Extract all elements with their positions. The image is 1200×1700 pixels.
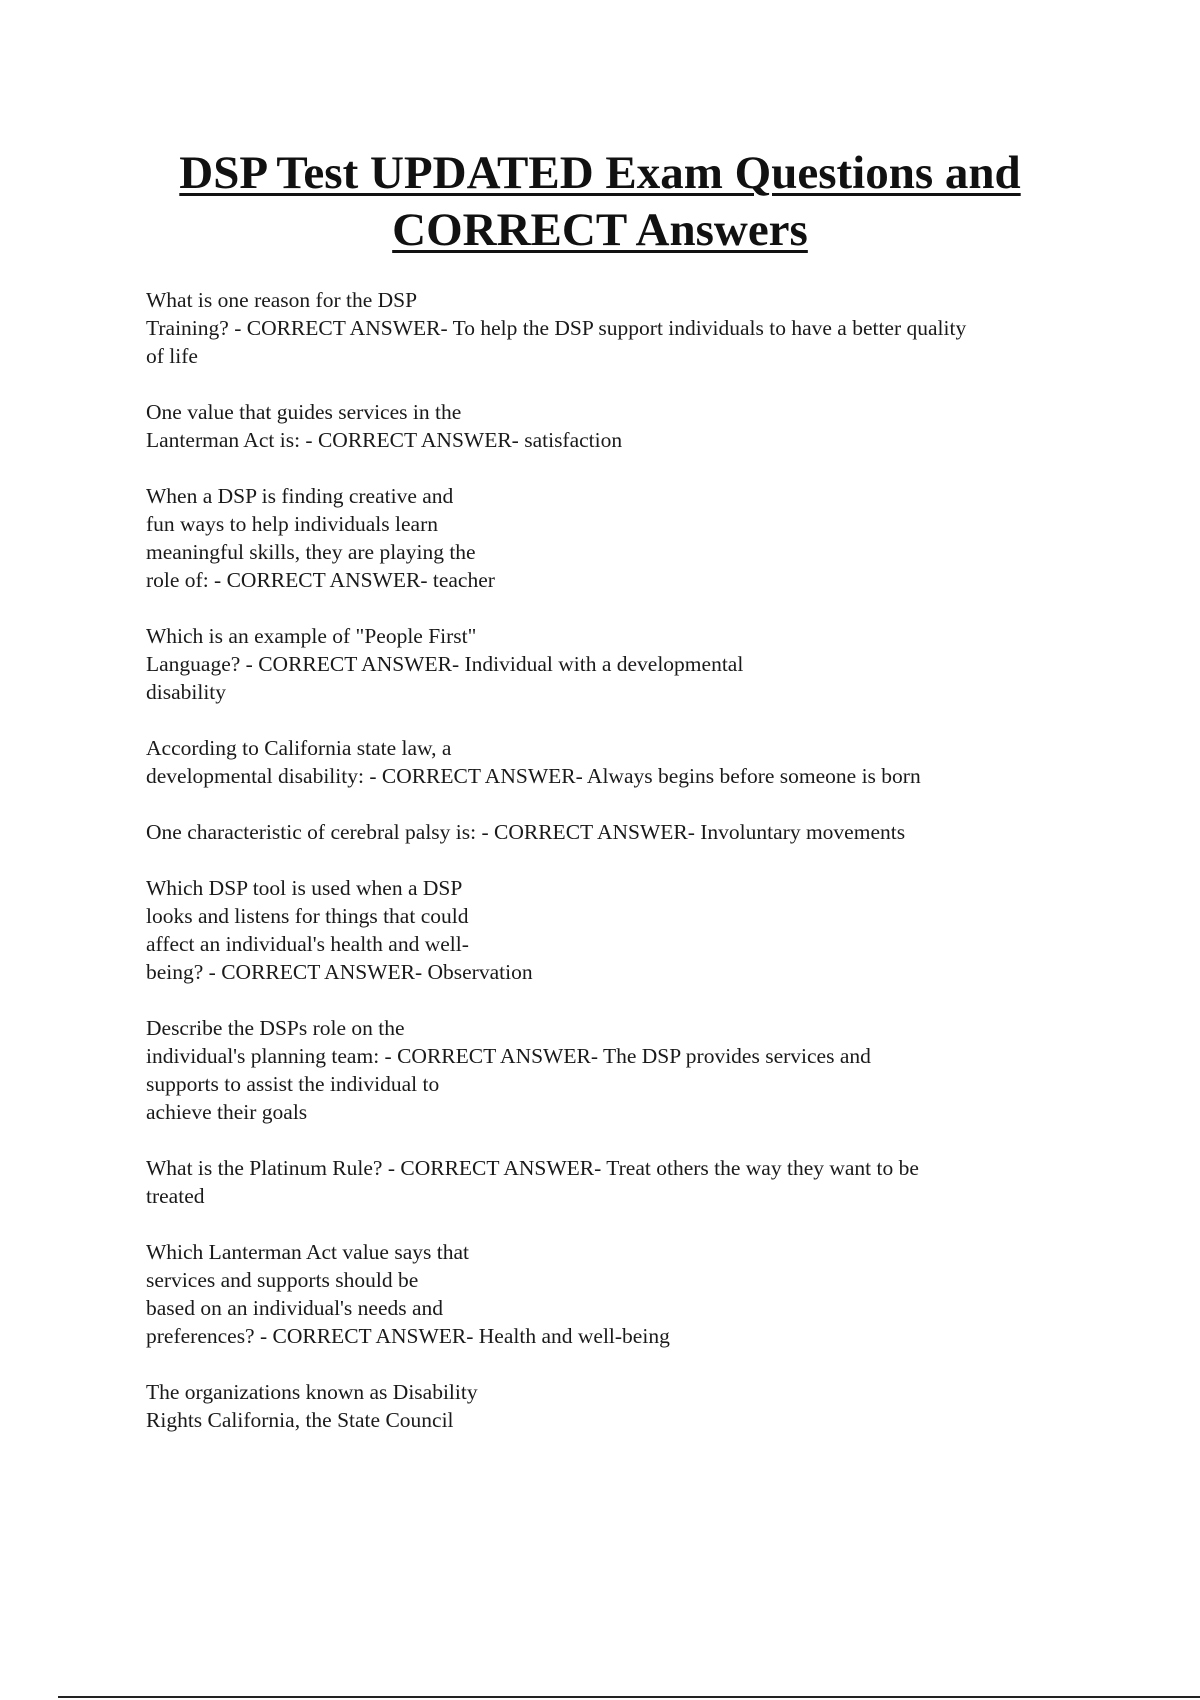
page-bottom-divider <box>58 1696 1200 1698</box>
qa-line: Rights California, the State Council <box>146 1408 454 1432</box>
title-line: DSP Test UPDATED Exam Questions and <box>179 147 1021 199</box>
qa-line: Lanterman Act is: - CORRECT ANSWER- satisfaction <box>146 428 623 452</box>
qa-list <box>146 286 1086 1462</box>
qa-line: being? - CORRECT ANSWER- Observation <box>146 960 533 984</box>
qa-line: One characteristic of cerebral palsy is: - CORRECT ANSWER- Involuntary movements <box>146 820 906 844</box>
qa-line: Training? - CORRECT ANSWER- To help the DSP support individuals to have a better quality <box>146 316 967 340</box>
qa-line: When a DSP is finding creative and <box>146 484 454 508</box>
qa-item <box>146 818 1086 846</box>
title-line: CORRECT Answers <box>392 204 808 256</box>
qa-line: looks and listens for things that could <box>146 904 469 928</box>
qa-line: role of: - CORRECT ANSWER- teacher <box>146 568 495 592</box>
qa-line: Language? - CORRECT ANSWER- Individual with a developmental <box>146 652 744 676</box>
qa-item <box>146 874 1086 986</box>
qa-line: developmental disability: - CORRECT ANSWER- Always begins before someone is born <box>146 764 921 788</box>
qa-line: Which DSP tool is used when a DSP <box>146 876 463 900</box>
qa-line: fun ways to help individuals learn <box>146 512 438 536</box>
qa-item <box>146 734 1086 790</box>
qa-line: According to California state law, a <box>146 736 452 760</box>
qa-line: affect an individual's health and well- <box>146 932 469 956</box>
qa-item <box>146 286 1086 370</box>
qa-item <box>146 1154 1086 1210</box>
qa-line: One value that guides services in the <box>146 400 462 424</box>
qa-line: The organizations known as Disability <box>146 1380 478 1404</box>
qa-line: Which is an example of "People First" <box>146 624 477 648</box>
qa-item <box>146 398 1086 454</box>
qa-item <box>146 1014 1086 1126</box>
qa-line: supports to assist the individual to <box>146 1072 440 1096</box>
qa-line: based on an individual's needs and <box>146 1296 444 1320</box>
qa-line: Which Lanterman Act value says that <box>146 1240 469 1264</box>
qa-item <box>146 1378 1086 1434</box>
qa-line: services and supports should be <box>146 1268 419 1292</box>
qa-line: What is the Platinum Rule? - CORRECT ANSWER- Treat others the way they want to be <box>146 1156 919 1180</box>
qa-item <box>146 622 1086 706</box>
qa-line: individual's planning team: - CORRECT ANSWER- The DSP provides services and <box>146 1044 871 1068</box>
qa-item <box>146 482 1086 594</box>
qa-line: Describe the DSPs role on the <box>146 1016 405 1040</box>
qa-line: achieve their goals <box>146 1100 308 1124</box>
qa-item <box>146 1238 1086 1350</box>
qa-line: What is one reason for the DSP <box>146 288 418 312</box>
qa-line: meaningful skills, they are playing the <box>146 540 476 564</box>
qa-line: disability <box>146 680 227 704</box>
page-title <box>100 145 1100 259</box>
qa-line: preferences? - CORRECT ANSWER- Health and well-being <box>146 1324 670 1348</box>
qa-line: treated <box>146 1184 205 1208</box>
qa-line: of life <box>146 344 198 368</box>
